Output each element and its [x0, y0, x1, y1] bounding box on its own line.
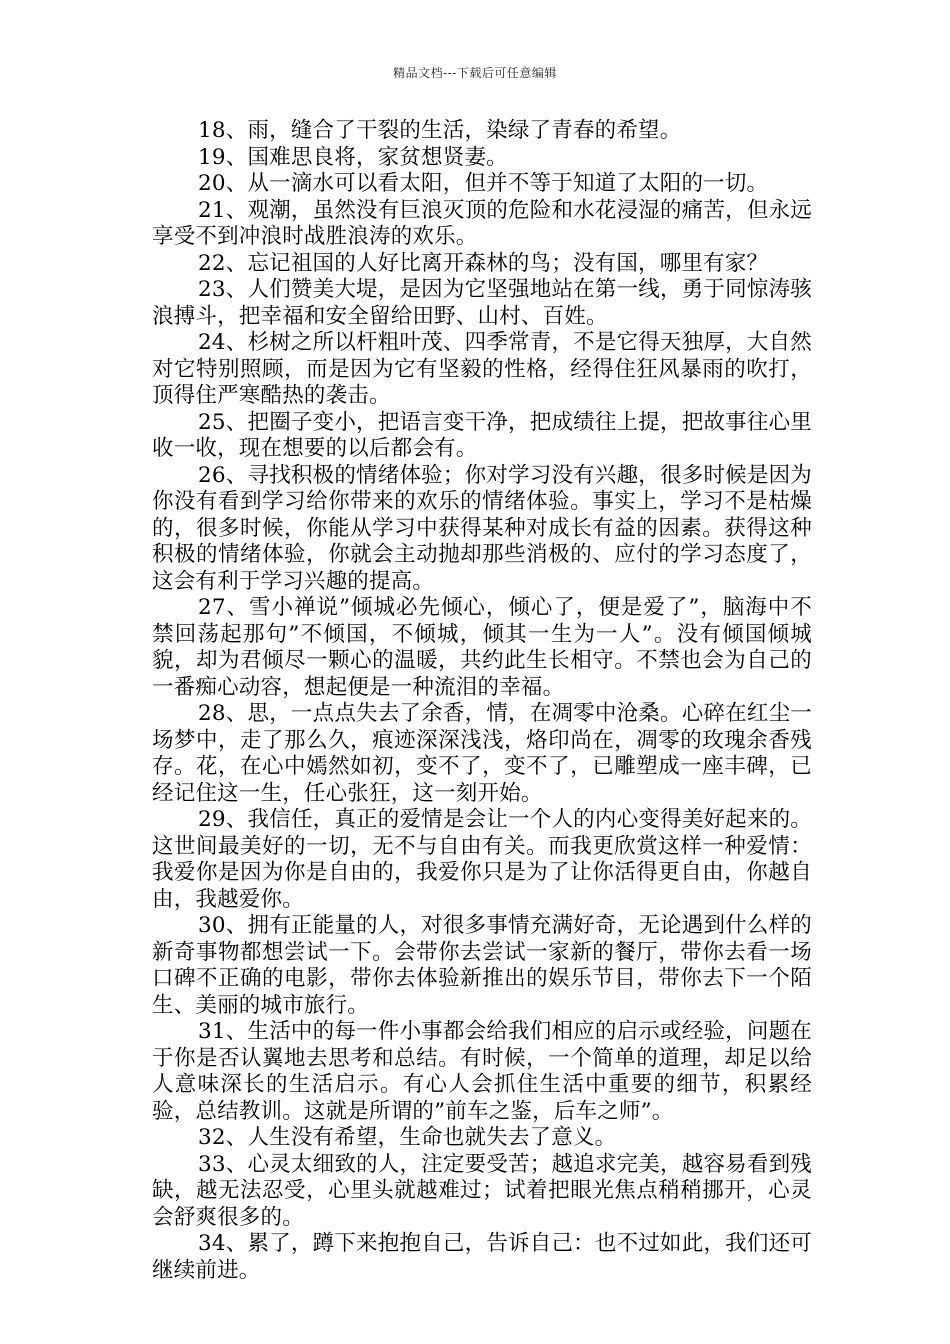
page-header: 精品文档---下载后可任意编辑 — [393, 66, 557, 80]
paragraph-32: 32、人生没有希望，生命也就失去了意义。 — [198, 1125, 617, 1150]
paragraph-25: 25、把圈子变小，把语言变干净，把成绩往上提，把故事往心里收一收，现在想要的以后都会有。 — [152, 409, 812, 461]
paragraph-34: 34、累了，蹲下来抱抱自己，告诉自己：也不过如此，我们还可继续前进。 — [152, 1231, 812, 1283]
paragraph-28: 28、思，一点点失去了余香，情，在凋零中沧桑。心碎在红尘一场梦中，走了那么久，痕迹深深浅浅，烙印尚在，凋零的玫瑰余香残存。花，在心中嫣然如初，变不了，变不了，已雕塑成一座丰碑，已经记住这一生，任心张狂，这一刻开始。 — [152, 701, 812, 806]
paragraph-30: 30、拥有正能量的人，对很多事情充满好奇，无论遇到什么样的新奇事物都想尝试一下。会带你去尝试一家新的餐厅，带你去看一场口碑不正确的电影，带你去体验新推出的娱乐节目，带你去下一个陌生、美丽的城市旅行。 — [152, 913, 812, 1018]
paragraph-18: 18、雨，缝合了干裂的生活，染绿了青春的希望。 — [198, 118, 682, 143]
paragraph-21: 21、观潮，虽然没有巨浪灭顶的危险和水花浸湿的痛苦，但永远享受不到冲浪时战胜浪涛的欢乐。 — [152, 197, 812, 249]
paragraph-20: 20、从一滴水可以看太阳，但并不等于知道了太阳的一切。 — [198, 171, 769, 196]
paragraph-29: 29、我信任，真正的爱情是会让一个人的内心变得美好起来的。这世间最美好的一切，无不与自由有关。而我更欣赏这样一种爱情：我爱你是因为你是自由的，我爱你只是为了让你活得更自由，你越自由，我越爱你。 — [152, 807, 812, 912]
paragraph-23: 23、人们赞美大堤，是因为它坚强地站在第一线，勇于同惊涛骇浪搏斗，把幸福和安全留给田野、山村、百姓。 — [152, 277, 812, 329]
paragraph-31: 31、生活中的每一件小事都会给我们相应的启示或经验，问题在于你是否认翼地去思考和总结。有时候，一个简单的道理，却足以给人意味深长的生活启示。有心人会抓住生活中重要的细节，积累经验，总结教训。这就是所谓的”前车之鉴，后车之师”。 — [152, 1019, 812, 1124]
document-body — [152, 118, 812, 1284]
paragraph-27: 27、雪小禅说”倾城必先倾心，倾心了，便是爱了”，脑海中不禁回荡起那句”不倾国，不倾城，倾其一生为一人”。没有倾国倾城貌，却为君倾尽一颗心的温暖，共约此生长相守。不禁也会为自己的一番痴心动容，想起便是一种流泪的幸福。 — [152, 595, 812, 700]
paragraph-24: 24、杉树之所以杆粗叶茂、四季常青，不是它得天独厚，大自然对它特别照顾，而是因为它有坚毅的性格，经得住狂风暴雨的吹打，顶得住严寒酷热的袭击。 — [152, 330, 812, 408]
paragraph-33: 33、心灵太细致的人，注定要受苦；越追求完美，越容易看到残缺，越无法忍受，心里头就越难过；试着把眼光焦点稍稍挪开，心灵会舒爽很多的。 — [152, 1151, 812, 1230]
paragraph-22: 22、忘记祖国的人好比离开森林的鸟；没有国，哪里有家？ — [198, 250, 769, 276]
paragraph-19: 19、国难思良将，家贫想贤妻。 — [198, 144, 508, 170]
paragraph-26: 26、寻找积极的情绪体验；你对学习没有兴趣，很多时候是因为你没有看到学习给你带来的欢乐的情绪体验。事实上，学习不是枯燥的，很多时候，你能从学习中获得某种对成长有益的因素。获得这种积极的情绪体验，你就会主动抛却那些消极的、应付的学习态度了，这会有利于学习兴趣的提高。 — [152, 462, 812, 594]
